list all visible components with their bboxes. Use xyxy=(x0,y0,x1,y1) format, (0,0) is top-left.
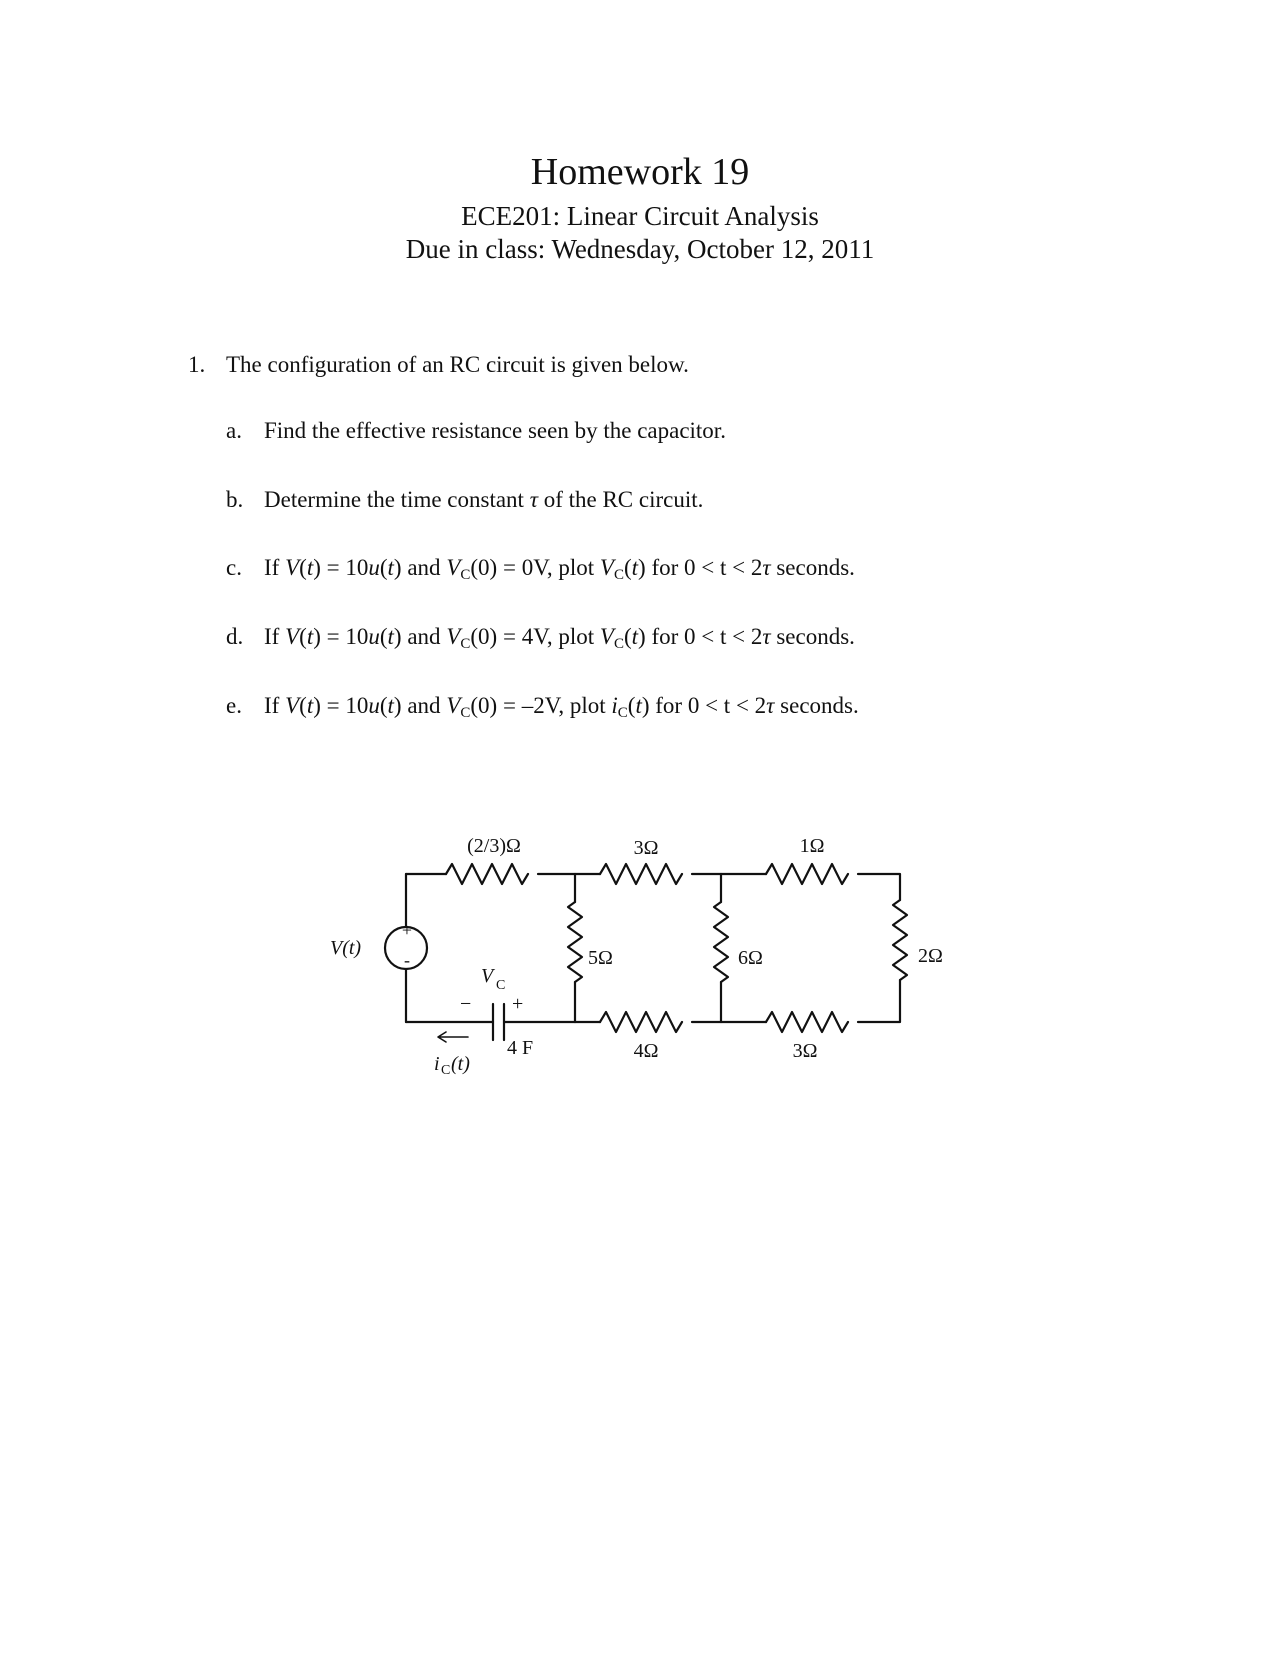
math: V xyxy=(285,624,300,649)
math: V xyxy=(599,555,614,580)
math: t xyxy=(387,555,394,580)
math: t xyxy=(631,624,639,649)
text: (0) = xyxy=(470,555,522,580)
r-top-2-3-label: (2/3)Ω xyxy=(467,835,521,857)
text: If xyxy=(264,693,286,718)
text: for 0 < t < 2 xyxy=(645,555,763,580)
part-text: Find the effective resistance seen by the capacitor. xyxy=(264,418,726,443)
text: ) xyxy=(638,624,646,649)
text: ( xyxy=(379,624,388,649)
subscript: C xyxy=(613,567,624,583)
part-letter: d. xyxy=(226,624,244,649)
page-title: Homework 19 xyxy=(530,151,750,193)
tau-symbol: τ xyxy=(766,693,775,718)
part-letter: a. xyxy=(226,418,242,443)
text: , plot xyxy=(546,555,600,580)
text: ) xyxy=(641,693,650,718)
text: = 10 xyxy=(320,624,369,649)
text: ) xyxy=(393,693,402,718)
cap-minus: − xyxy=(460,993,472,1015)
r-bottom-3-label: 3Ω xyxy=(792,1040,818,1062)
resistor-6 xyxy=(714,902,728,982)
text: = 10 xyxy=(320,693,369,718)
math: t xyxy=(387,693,394,718)
initial-voltage: 0V xyxy=(521,555,547,580)
part-text: Determine the time constant xyxy=(264,487,530,512)
text: ( xyxy=(379,555,388,580)
source-label: V(t) xyxy=(330,937,362,959)
resistor-5 xyxy=(568,902,582,982)
math: V xyxy=(446,693,461,718)
course-name: ECE201: Linear Circuit Analysis xyxy=(461,201,819,231)
resistor-top-2-3 xyxy=(446,864,528,884)
text: If xyxy=(264,555,286,580)
resistor-bottom-3 xyxy=(766,1012,848,1032)
math: t xyxy=(306,693,314,718)
due-date: Due in class: Wednesday, October 12, 2011 xyxy=(405,234,875,264)
part-letter: b. xyxy=(226,487,244,512)
text: ) xyxy=(638,555,646,580)
r-2-label: 2Ω xyxy=(918,945,943,967)
math: V xyxy=(599,624,614,649)
math: t xyxy=(631,555,639,580)
source-minus: - xyxy=(404,950,410,970)
vc-subscript: C xyxy=(496,978,506,993)
text: ) xyxy=(313,555,321,580)
source-plus: + xyxy=(401,920,413,940)
wire-bottom-right xyxy=(858,980,900,1022)
r-top-1-label: 1Ω xyxy=(799,835,825,857)
ic-label: i xyxy=(434,1053,440,1075)
math: u xyxy=(368,624,380,649)
math: u xyxy=(368,555,380,580)
vc-label: V xyxy=(481,965,494,987)
subscript: C xyxy=(460,636,471,652)
text: seconds. xyxy=(770,555,855,580)
math: V xyxy=(446,555,461,580)
subscript: C xyxy=(617,705,628,721)
problem-prompt: The configuration of an RC circuit is given below. xyxy=(226,352,689,377)
r-bottom-4-label: 4Ω xyxy=(633,1040,659,1062)
tau-symbol: τ xyxy=(529,487,538,512)
math: t xyxy=(387,624,394,649)
text: , plot xyxy=(546,624,600,649)
text: for 0 < t < 2 xyxy=(645,624,763,649)
initial-voltage: –2V xyxy=(521,693,559,718)
text: ) xyxy=(393,555,402,580)
part-letter: c. xyxy=(226,555,242,580)
capacitor-value: 4 F xyxy=(507,1037,534,1059)
part-letter: e. xyxy=(226,693,242,718)
r-6-label: 6Ω xyxy=(738,947,763,969)
wire-top-right xyxy=(858,874,900,900)
text: seconds. xyxy=(770,624,855,649)
resistor-bottom-4 xyxy=(600,1012,682,1032)
text: ) xyxy=(313,693,321,718)
part-text: of the RC circuit. xyxy=(537,487,704,512)
text: for 0 < t < 2 xyxy=(649,693,767,718)
cap-plus: + xyxy=(512,993,524,1015)
subscript: C xyxy=(460,567,471,583)
math: u xyxy=(368,693,380,718)
text: , plot xyxy=(558,693,612,718)
ic-subscript: C xyxy=(441,1063,451,1078)
math: i xyxy=(611,693,618,718)
problem-number: 1. xyxy=(188,352,206,377)
text: ( xyxy=(623,624,632,649)
text: ( xyxy=(299,555,307,580)
math: t xyxy=(306,624,314,649)
math: V xyxy=(446,624,461,649)
text: seconds. xyxy=(774,693,859,718)
text: and xyxy=(401,624,447,649)
text: ( xyxy=(299,693,307,718)
text: ) xyxy=(393,624,402,649)
subscript: C xyxy=(613,636,624,652)
tau-symbol: τ xyxy=(762,624,771,649)
text: ) xyxy=(313,624,321,649)
math: V xyxy=(285,693,300,718)
text: ( xyxy=(627,693,636,718)
text: ( xyxy=(623,555,632,580)
text: (0) = xyxy=(470,624,522,649)
text: = 10 xyxy=(320,555,369,580)
subscript: C xyxy=(460,705,471,721)
text: (0) = xyxy=(470,693,522,718)
math: V xyxy=(285,555,300,580)
math: t xyxy=(306,555,314,580)
ic-t: (t) xyxy=(451,1053,470,1075)
math: t xyxy=(635,693,642,718)
text: and xyxy=(401,693,447,718)
text: ( xyxy=(299,624,307,649)
tau-symbol: τ xyxy=(762,555,771,580)
text: ( xyxy=(379,693,388,718)
current-arrow xyxy=(438,1032,468,1042)
resistor-top-1 xyxy=(766,864,848,884)
resistor-top-3 xyxy=(600,864,682,884)
text: and xyxy=(401,555,447,580)
initial-voltage: 4V xyxy=(521,624,547,649)
r-top-3-label: 3Ω xyxy=(633,837,659,859)
resistor-2 xyxy=(893,900,907,980)
text: If xyxy=(264,624,286,649)
r-5-label: 5Ω xyxy=(588,947,613,969)
